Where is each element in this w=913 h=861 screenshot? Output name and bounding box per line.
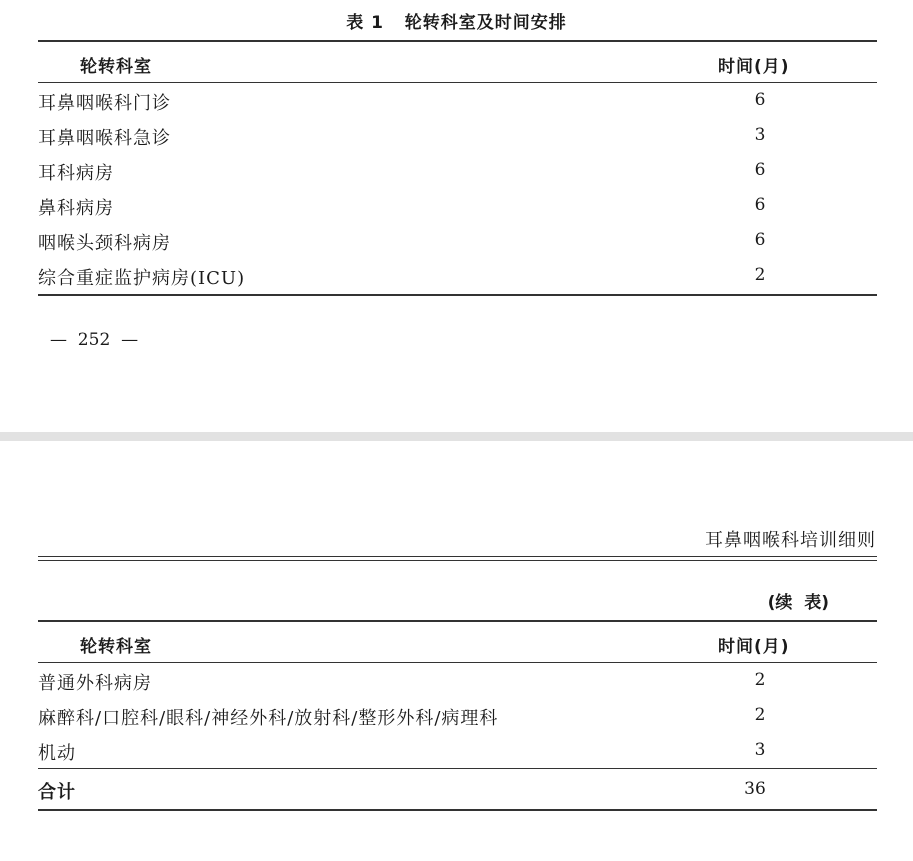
department-cell: 麻醉科/口腔科/眼科/神经外科/放射科/整形外科/病理科 (38, 708, 499, 729)
page-number: — 252 — (50, 330, 139, 350)
department-cell: 综合重症监护病房(ICU) (38, 268, 246, 289)
running-head-rule-lower (38, 560, 877, 561)
table-bottom-rule (38, 809, 877, 811)
table-top-rule (38, 620, 877, 622)
months-cell: 6 (754, 160, 766, 180)
months-cell: 2 (754, 670, 766, 690)
department-cell: 咽喉头颈科病房 (38, 233, 171, 254)
table-bottom-rule (38, 294, 877, 296)
months-cell: 6 (754, 195, 766, 215)
continued-label: (续 表) (767, 593, 829, 613)
months-cell: 6 (754, 230, 766, 250)
column-header-time: 时间(月) (718, 57, 790, 77)
department-cell: 机动 (38, 743, 76, 764)
total-months: 36 (744, 779, 766, 799)
department-cell: 鼻科病房 (38, 198, 114, 219)
header-rule (38, 662, 877, 663)
column-header-department: 轮转科室 (80, 637, 152, 657)
column-header-department: 轮转科室 (80, 57, 152, 77)
table-caption: 表 1 轮转科室及时间安排 (346, 13, 567, 33)
department-cell: 耳科病房 (38, 163, 114, 184)
running-head-rule-upper (38, 556, 877, 557)
total-label: 合计 (38, 782, 76, 803)
months-cell: 6 (754, 90, 766, 110)
header-rule (38, 82, 877, 83)
table-top-rule (38, 40, 877, 42)
months-cell: 2 (754, 705, 766, 725)
running-head: 耳鼻咽喉科培训细则 (705, 530, 876, 551)
page-divider (0, 432, 913, 441)
months-cell: 3 (754, 125, 766, 145)
months-cell: 2 (754, 265, 766, 285)
department-cell: 普通外科病房 (38, 673, 152, 694)
department-cell: 耳鼻咽喉科急诊 (38, 128, 171, 149)
months-cell: 3 (754, 740, 766, 760)
total-rule (38, 768, 877, 769)
department-cell: 耳鼻咽喉科门诊 (38, 93, 171, 114)
column-header-time: 时间(月) (718, 637, 790, 657)
